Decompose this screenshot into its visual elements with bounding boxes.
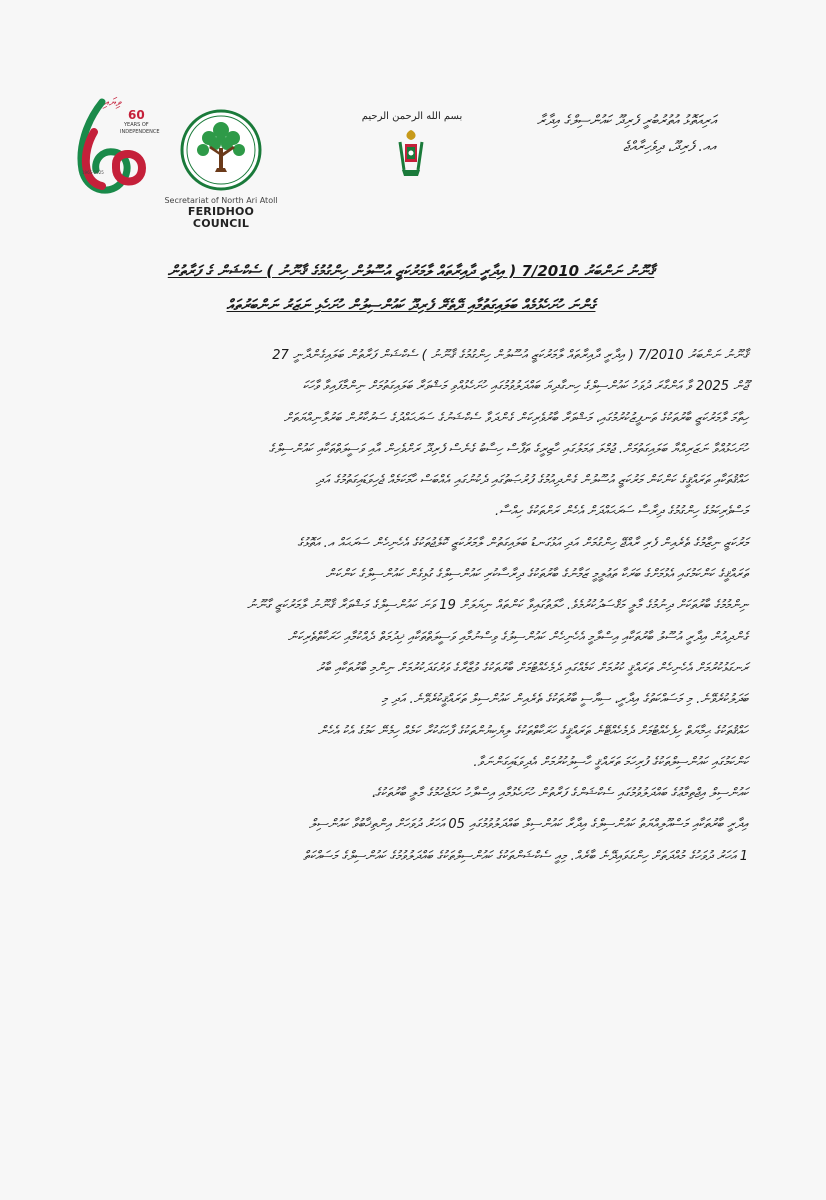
text-line: ތަރައްޤީގެ ކަންކަމުގައި އެޅުމަށްގެ ބަރަކާ ތަޢުލީމީ ޒަމާނުގެ ބާރުތަކުގެ ދިރާސާކުރި ކައުންސިލްގެ ގުޅިގެން ކައުންސިލްގެ ކަންކަން [325, 567, 748, 583]
paragraph-1 [76, 340, 748, 528]
paragraph-2 [76, 528, 748, 778]
office-name: އަރިއަތޮޅު އުތުރުބުރީ ފެރިދޫ ކައުންސިލްގެ އިދާރާ [536, 113, 716, 129]
text-line: މަރުކަޒީ ނިޒާމުގެ ތެރެއިން ފެރި ރާއްޖޭ ހިންގުމަށް އަދި އަޅުގަނޑު ބަލައިގަތުން ލާމަރުކަޒީ ކޮލެޖުތަކުގެ އެހެނިހެން ސަރަޙައް އ. އަތޮޅުގެ [297, 535, 748, 551]
text-line: ރަނގަޅުކުރުމަށް އެހެނިހެން ތަރައްޤީ ކުރުމަށް ކަމެއްގައި ދެމެހެއްޓުމަށް ބާރުތަކުގެ ވުޒާރާގެ ވަރުގަދަކުރުމަށް ނިންމި ބާރުތަކާއި ބާރު [316, 660, 748, 676]
document-title [78, 254, 744, 322]
text-line: އިދާރީ ބާރުތަކާއި މަސްއޫލިއްޔަތު ކައުންސިލްގެ އިދާރާ ކައުންސިލް ބައްދަލުވުމުގައި 05 އަހަރު ދުވަހަށް އިންތިޚާބުވާ ކައުންސިލް [308, 817, 748, 833]
text-line: ޖޫން 2025 ވާ އަންގާރަ ދުވަހު ކައުންސިލްގެ ހިނގާދިޔަ ބައްދަލުވުމުގައި ހުށަހެޅުއްވި މަޝްވަރާ ބަލައިގަތުމަށް ނިންމާފައިވާ ވާހަކަ [302, 379, 748, 395]
title-line-1: ޤާނޫނު ނަންބަރު 7/2010 ( އިދާރީ ދާއިރާތައް ލާމަރުކަޒީ އުސޫލުން ހިންގުމުގެ ޤާނޫނު ) ސެކްޝަން ގެ ފަރާތުން [167, 262, 655, 280]
independence-60-logo [72, 92, 160, 200]
text-line: ޤާނޫނު ނަންބަރު 7/2010 ( އިދާރީ ދާއިރާތައް ލާމަރުކަޒީ އުސޫލުން ހިންގުމުގެ ޤާނޫނު ) ސެކްޝަން ފަރާތުން ބަލައިގެންދާނީ 27 [272, 348, 748, 363]
text-line: ގެންދިއުން އިދާރީ އުސޫލު ބާރުތަކާއި އިސްލާމީ އެހެނިހެން ކައުންސިލުގެ ވިސްނުމާއި ވަސީލަތްތަކާއި ޚިދުމަތް ދެއްކުމާއި ހަރަކާތްތެރިކަން [287, 629, 748, 645]
logo-caption-1: YEARS OF [124, 122, 149, 128]
logo-dhivehi-text: ވިޔައި [102, 95, 122, 109]
text-line: ހިތާމަ ލާމަރުކަޒީ ބާރުތަކުގެ ތަނފީޒުކުރުމުގައި، މަޝްވަރާ ބާރުވެރިކަން ގެންދަވާ ސެކްޝަނުގެ ސަރަޙައްދުގެ ސަރުކާރުން ބަރުލާނިއްޔަތަށް [283, 410, 748, 426]
text-line: ހައްޤުތަކުގެ ޙިމާޔަތް ހިފެހެއްޓުމަށް ދެމެހެއްޓޭނެ ތަރައްޤީގެ ހަރަކާތްތަކުގެ ލިޔެކިޔުންތަކުގެ ފާހަގަކުރާ ކަމެއް ހިމެނޭ ކަމުގެ އެކު އެހެން [317, 723, 748, 739]
text-line: 1 އަހަރު ދުވަހުގެ މުއްދަތަށް ހިންގަވައިދޭނެ ބާރެއް. މިއީ ސެކްޝަންތަކުގެ ކައުންސިލްތަކުގެ ބައްދަލުވުމުގެ ކައުންސިލްގެ މަސައްކަތް [303, 848, 748, 864]
text-line: މަސްވެރިކަމުގެ ހިންގުމުގެ ދިރާސާ ސަރަޙައްދަށް އެހެން ރަށްތަކުގެ ހިއްސާ. [495, 504, 748, 520]
text-line: ހައްޤުތަކާއި ތަރައްޤީގެ ކަންކަން މަރުކަޒީ އުސޫލުން ގެންދިއުމުގެ ފުރުޞަތުގައި ދެކުނުގައި އެއްބަސް ހާމަކަމެއް ޖެހިވަޑައިގަތުމުގެ އަދި [315, 473, 748, 489]
office-heading [416, 108, 716, 160]
feridhoo-council-logo [162, 108, 280, 230]
council-name-text: FERIDHOO COUNCIL [187, 205, 255, 230]
tree-emblem-icon [179, 108, 263, 192]
text-line: ކަންކަމުގައި ކައުންސިލްތަކުގެ ފުރިހަމަ ތަރައްޤީ ހާސިލުކުރުމަށް އެދިވަޑައިގަންނަވާ. [473, 754, 748, 770]
paragraph-3 [76, 778, 748, 872]
logo-number: 60 [128, 108, 145, 122]
title-line-2: ގެންނަ ހުށަހެޅުމެއް ބަލައިގަތުމާއި ދޭތެރޭ ފެރިދޫ ކައުންސިލުން ހުށަހެޅި ނަޒަރު ނަންބަރުތައް [226, 296, 596, 314]
bismillah-text: بسم الله الرحمن الرحيم [361, 111, 463, 122]
council-secretariat-text: Secretariat of North Ari Atoll [164, 196, 278, 205]
text-line: ނިންމުމުގެ ބާރުތަކަށް ދިނުމުގެ މާލީ މަޤްސަދުކުރުމެވެ. ހާލަތުގައިވާ ކަންތައް ނިޔަލަށް 19 ވަނަ ކައުންސިލްގެ މަޝްވަރާ ޤާނޫނު ލާމަރުކަޒީ ގާނޫނު [247, 598, 748, 614]
office-address: އއ. ފެރިދޫ، ދިވެހިރާއްޖެ [623, 139, 716, 155]
logo-years: 1965-2025 [82, 170, 104, 175]
text-line: ހުށަހަޅުއްވާ ނަޒަރިއްޔާ ބަލައިގަތުމަށް. ޖުމްލަ ޢަމަލުގައި ހާޒިރީގެ ތަފާސް ހިސާބު ގެނެސް ފެރިދޫ ރަށްވެހިން އާއި ވަސީލަތްތަކާއި ކައުންސިލްގެ [268, 441, 748, 457]
document-body [76, 340, 748, 872]
logo-caption-2: INDEPENDENCE [120, 129, 160, 135]
text-line: ބަދަލުކުރެވޭނެ. މި މަސައްކަތުގެ އިދާރީ، ސިޔާސީ ބާރުތަކުގެ ތެރެއިން ކައުންސިލް ތަރައްޤީކުރެވޭނެ. އަދި މި [381, 692, 748, 708]
text-line: ކައުންސިލް އިޖްތިމާޢުގެ ބައްދަލުވުމުގައި ސެކްޝަންގެ ފަރާތުން ހުށަހެޅުމާއި އިސްލާހު ހަމަޖެހުމުގެ މާލީ ބާރުތަކުގެ، [371, 786, 748, 802]
